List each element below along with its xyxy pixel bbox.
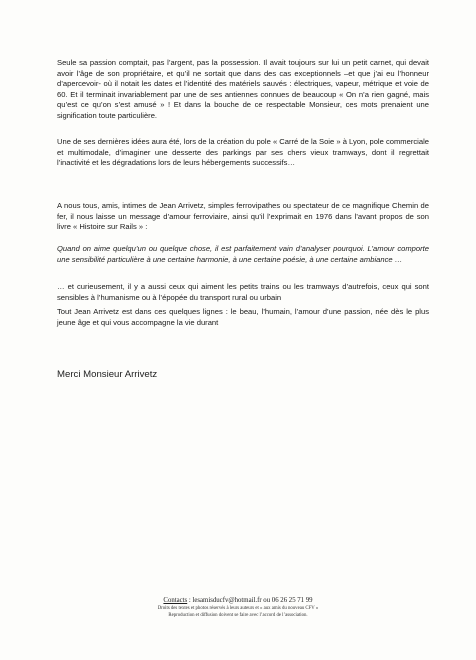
paragraph-last-idea: Une de ses dernières idées aura été, lors de la création du pole « Carré de la Soie » à Lyon, pole commerciale et multimodale, d’imaginer une desserte des parkings par ses chers vieux tramways, dont il regrettait l’inactivité et les dégradations lors de leurs hébergements successifs…: [57, 137, 429, 168]
paragraph-message: A nous tous, amis, intimes de Jean Arrivetz, simples ferrovipathes ou spectateur de ce magnifique Chemin de fer, il nous laisse un message d’amour ferroviaire, ainsi qu’il l’exprimait en 1976 dans l’avant propos de son livre « Histoire sur Rails » :: [57, 201, 429, 232]
contacts-value: : lesamisducfv@hotmail.fr ou 06 26 25 71 99: [187, 597, 313, 604]
footer: [0, 596, 476, 619]
quote-paragraph: Quand on aime quelqu’un ou quelque chose, il est parfaitement vain d’analyser pourquoi. L’amour comporte une sensibilité particulière à une certaine harmonie, à une certaine poésie, à une certaine ambiance …: [57, 244, 429, 264]
thanks-heading: Merci Monsieur Arrivetz: [57, 369, 158, 380]
contacts-label: Contacts: [163, 597, 188, 604]
footer-rights-line-2: Reproduction et diffusion doivent se faire avec l’accord de l’association.: [168, 613, 308, 618]
paragraph-passion: Seule sa passion comptait, pas l’argent, pas la possession. Il avait toujours sur lui un petit carnet, qui devait avoir l’âge de son propriétaire, et qu’il ne sortait que dans des cas exceptionnels –et que j’ai eu l’honneur d’apercevoir- où il notait les dates et l’identité des matériels sauvés : électriques, vapeur, métrique et voie de 60. Et il terminait invariablement par une de ses antiennes connues de beaucoup « On n’a rien gagné, mais qu’est ce qu’on s’est amusé » ! Et dans la bouche de ce respectable Monsieur, ces mots prenaient une signification toute particulière.: [57, 58, 429, 120]
paragraph-summary: Tout Jean Arrivetz est dans ces quelques lignes : le beau, l’humain, l’amour d’une passion, née dès le plus jeune âge et qui vous accompagne la vie durant: [57, 307, 429, 327]
footer-rights-line-1: Droits des textes et photos réservés à leurs auteurs et « aux amis du nouveau CFV »: [157, 606, 319, 611]
paragraph-small-trains: … et curieusement, il y a aussi ceux qui aiment les petits trains ou les tramways d’autrefois, ceux qui sont sensibles à l’humanisme ou à l’épopée du transport rural ou urbain: [57, 282, 429, 302]
footer-contacts: [0, 596, 476, 605]
